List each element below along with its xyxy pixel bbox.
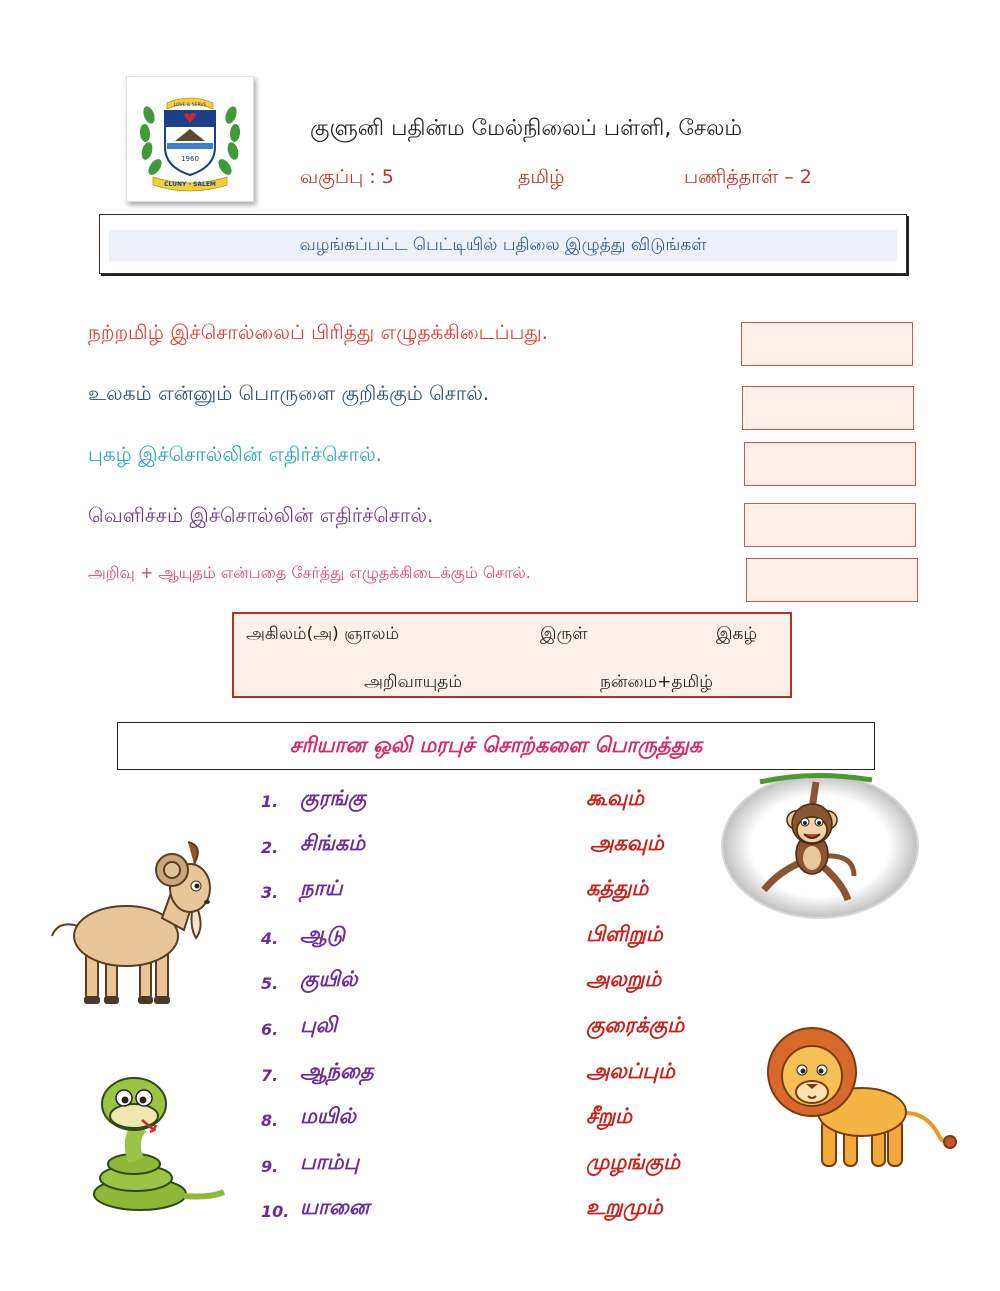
item-number: 3.	[261, 883, 279, 902]
item-number: 8.	[261, 1111, 279, 1130]
lion-illustration	[764, 1016, 960, 1176]
class-label: வகுப்பு : 5	[300, 166, 394, 188]
item-number: 4.	[261, 929, 279, 948]
logo-motto: LOVE & SERVE	[173, 103, 207, 108]
school-crest-icon	[135, 85, 245, 193]
draggable-word[interactable]: அகிலம்(அ) ஞாலம்	[246, 624, 400, 644]
animal-name[interactable]: மயில்	[300, 1104, 356, 1128]
animal-name[interactable]: நாய்	[300, 876, 343, 900]
school-logo	[126, 76, 254, 202]
animal-name[interactable]: பாம்பு	[300, 1150, 360, 1174]
instruction-box	[99, 214, 907, 274]
snake-illustration	[80, 1070, 230, 1220]
item-number: 5.	[261, 974, 279, 993]
animal-name[interactable]: புலி	[300, 1013, 338, 1037]
item-number: 1.	[261, 792, 279, 811]
animal-name[interactable]: ஆடு	[300, 922, 346, 946]
question-5: அறிவு + ஆயுதம் என்பதை சேர்த்து எழுதக்கிடைக்கும் சொல்.	[88, 563, 531, 582]
sound-word[interactable]: அகவும்	[590, 831, 664, 855]
sound-word[interactable]: அலறும்	[586, 967, 662, 991]
item-number: 2.	[261, 838, 279, 857]
draggable-word[interactable]: அறிவாயுதம்	[364, 672, 462, 692]
sound-word[interactable]: கத்தும்	[586, 876, 649, 900]
sound-word[interactable]: சீறும்	[586, 1104, 633, 1128]
item-number: 10.	[261, 1202, 290, 1221]
answer-box-1[interactable]	[741, 322, 913, 366]
sound-word[interactable]: பிளிறும்	[586, 922, 663, 946]
logo-year: 1960	[181, 155, 199, 163]
animal-name[interactable]: ஆந்தை	[300, 1059, 374, 1083]
item-number: 6.	[261, 1020, 279, 1039]
subject-label: தமிழ்	[518, 166, 565, 188]
draggable-word[interactable]: இகழ்	[716, 624, 758, 644]
animal-name[interactable]: குயில்	[300, 967, 358, 991]
question-4: வெளிச்சம் இச்சொல்லின் எதிர்ச்சொல்.	[88, 503, 434, 527]
answer-box-5[interactable]	[746, 558, 918, 602]
logo-school-text: CLUNY - SALEM	[164, 181, 216, 188]
animal-name[interactable]: சிங்கம்	[300, 831, 366, 855]
sound-word[interactable]: அலப்பும்	[586, 1059, 675, 1083]
answer-box-2[interactable]	[742, 386, 914, 430]
item-number: 7.	[261, 1066, 279, 1085]
question-3: புகழ் இச்சொல்லின் எதிர்ச்சொல்.	[88, 442, 383, 466]
word-bank	[232, 612, 792, 698]
instruction-text: வழங்கப்பட்ட பெட்டியில் பதிலை இழுத்து விடுங்கள்	[109, 230, 897, 262]
animal-name[interactable]: குரங்கு	[300, 786, 367, 810]
sound-word[interactable]: குரைக்கும்	[586, 1013, 685, 1037]
school-name: குளுனி பதின்ம மேல்நிலைப் பள்ளி, சேலம்	[310, 116, 743, 141]
answer-box-4[interactable]	[744, 503, 916, 547]
question-1: நற்றமிழ் இச்சொல்லைப் பிரித்து எழுதக்கிடைப்பது.	[88, 320, 549, 344]
worksheet-label: பணித்தாள் – 2	[684, 166, 812, 188]
monkey-illustration	[712, 770, 922, 920]
goat-illustration	[44, 838, 216, 1013]
item-number: 9.	[261, 1157, 279, 1176]
sound-word[interactable]: கூவும்	[586, 786, 645, 810]
sound-word[interactable]: உறுமும்	[586, 1195, 663, 1219]
draggable-word[interactable]: நன்மை+தமிழ்	[600, 672, 713, 692]
animal-name[interactable]: யானை	[300, 1195, 370, 1219]
match-title: சரியான ஒலி மரபுச் சொற்களை பொருத்துக	[117, 722, 875, 770]
draggable-word[interactable]: இருள்	[540, 624, 588, 644]
question-2: உலகம் என்னும் பொருளை குறிக்கும் சொல்.	[88, 381, 490, 405]
sound-word[interactable]: முழங்கும்	[586, 1150, 681, 1174]
answer-box-3[interactable]	[744, 442, 916, 486]
